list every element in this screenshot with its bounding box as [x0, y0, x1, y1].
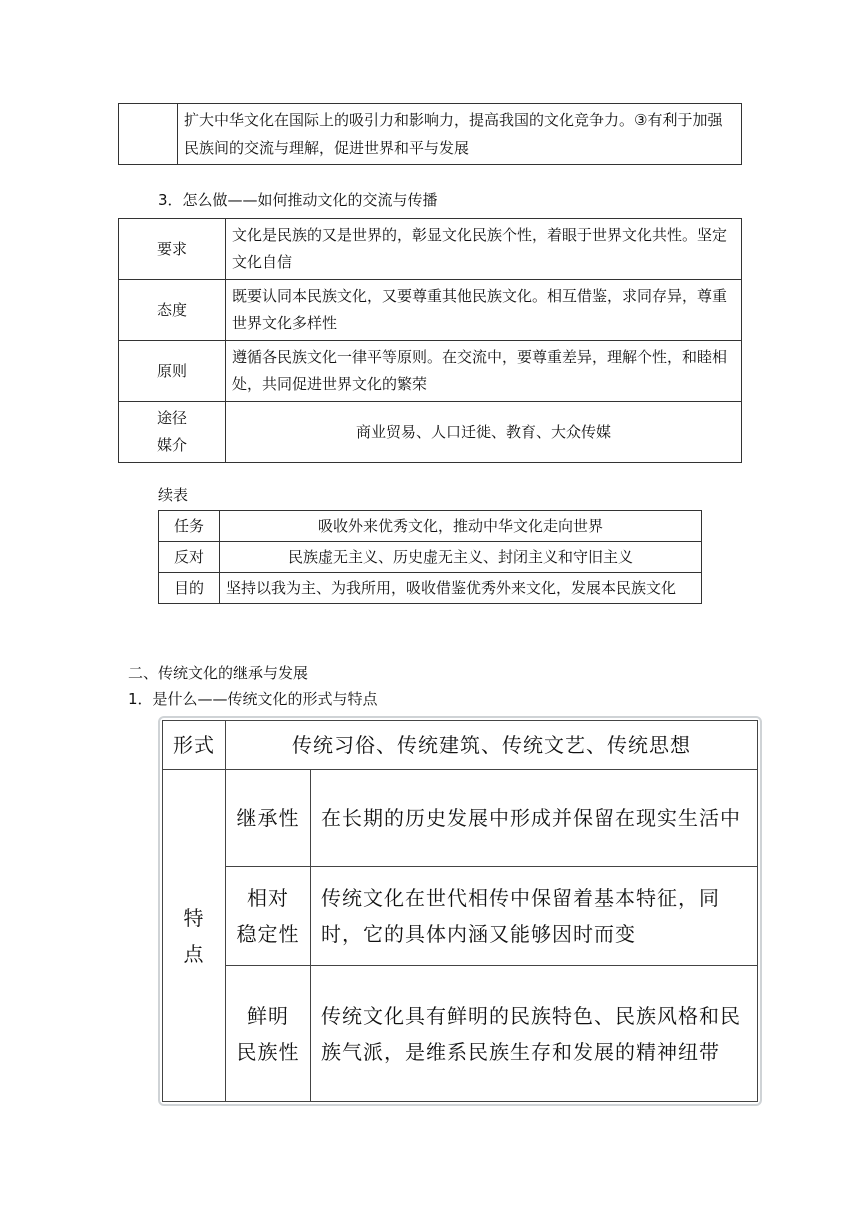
row-label [119, 402, 226, 463]
row-value: 吸收外来优秀文化，推动中华文化走向世界 [220, 511, 702, 542]
feature-name-line1: 继承性 [236, 806, 300, 830]
row-label: 要求 [119, 219, 226, 280]
table-row [159, 542, 702, 573]
feature-desc: 传统文化具有鲜明的民族特色、民族风格和民族气派，是维系民族生存和发展的精神纽带 [311, 966, 758, 1102]
row-value: 民族虚无主义、历史虚无主义、封闭主义和守旧主义 [220, 542, 702, 573]
feature-name-line2: 民族性 [236, 1039, 300, 1064]
form-row [163, 721, 758, 770]
feature-row [163, 966, 758, 1102]
table-row [119, 402, 742, 463]
form-value: 传统习俗、传统建筑、传统文艺、传统思想 [226, 721, 758, 770]
continued-label: 续表 [158, 486, 189, 504]
feature-row [163, 770, 758, 867]
feature-label-char1: 特 [183, 905, 205, 930]
feature-name-line1: 鲜明 [247, 1003, 289, 1028]
continued-table [158, 510, 702, 604]
row-value: 文化是民族的又是世界的，彰显文化民族个性，着眼于世界文化共性。坚定文化自信 [226, 219, 742, 280]
feature-name [226, 770, 311, 867]
heading-how-to: 3．怎么做——如何推动文化的交流与传播 [158, 191, 438, 209]
form-label: 形式 [163, 721, 226, 770]
how-to-table [118, 218, 742, 463]
row-label-line1: 途径 [156, 409, 187, 427]
continuation-table [118, 103, 742, 165]
row-label-line2: 媒介 [156, 436, 187, 454]
row-value: 坚持以我为主、为我所用，吸收借鉴优秀外来文化，发展本民族文化 [220, 573, 702, 604]
row-label: 任务 [159, 511, 220, 542]
table-row [159, 573, 702, 604]
feature-label [163, 770, 226, 1102]
feature-name [226, 966, 311, 1102]
table-row [119, 280, 742, 341]
traditional-culture-table [162, 720, 758, 1102]
feature-name-line2: 稳定性 [236, 922, 300, 946]
row-value: 遵循各民族文化一律平等原则。在交流中，要尊重差异，理解个性，和睦相处，共同促进世界文化的繁荣 [226, 341, 742, 402]
feature-desc: 传统文化在世代相传中保留着基本特征，同时，它的具体内涵又能够因时而变 [311, 867, 758, 966]
row-value: 商业贸易、人口迁徙、教育、大众传媒 [226, 402, 742, 463]
table-row [119, 341, 742, 402]
traditional-culture-figure [158, 716, 762, 1106]
feature-name-line1: 相对 [247, 886, 289, 910]
continuation-text: 扩大中华文化在国际上的吸引力和影响力，提高我国的文化竞争力。③有利于加强民族间的交流与理解，促进世界和平与发展 [178, 104, 742, 165]
row-label: 原则 [119, 341, 226, 402]
table-row [119, 219, 742, 280]
feature-name [226, 867, 311, 966]
feature-label-char2: 点 [183, 941, 205, 966]
section-title: 二、传统文化的继承与发展 [128, 664, 309, 682]
row-value: 既要认同本民族文化，又要尊重其他民族文化。相互借鉴，求同存异，尊重世界文化多样性 [226, 280, 742, 341]
feature-row [163, 867, 758, 966]
subsection-title: 1．是什么——传统文化的形式与特点 [128, 690, 378, 708]
row-label: 反对 [159, 542, 220, 573]
table-row [159, 511, 702, 542]
feature-desc: 在长期的历史发展中形成并保留在现实生活中 [311, 770, 758, 867]
row-label: 态度 [119, 280, 226, 341]
empty-cell [119, 104, 178, 165]
row-label: 目的 [159, 573, 220, 604]
